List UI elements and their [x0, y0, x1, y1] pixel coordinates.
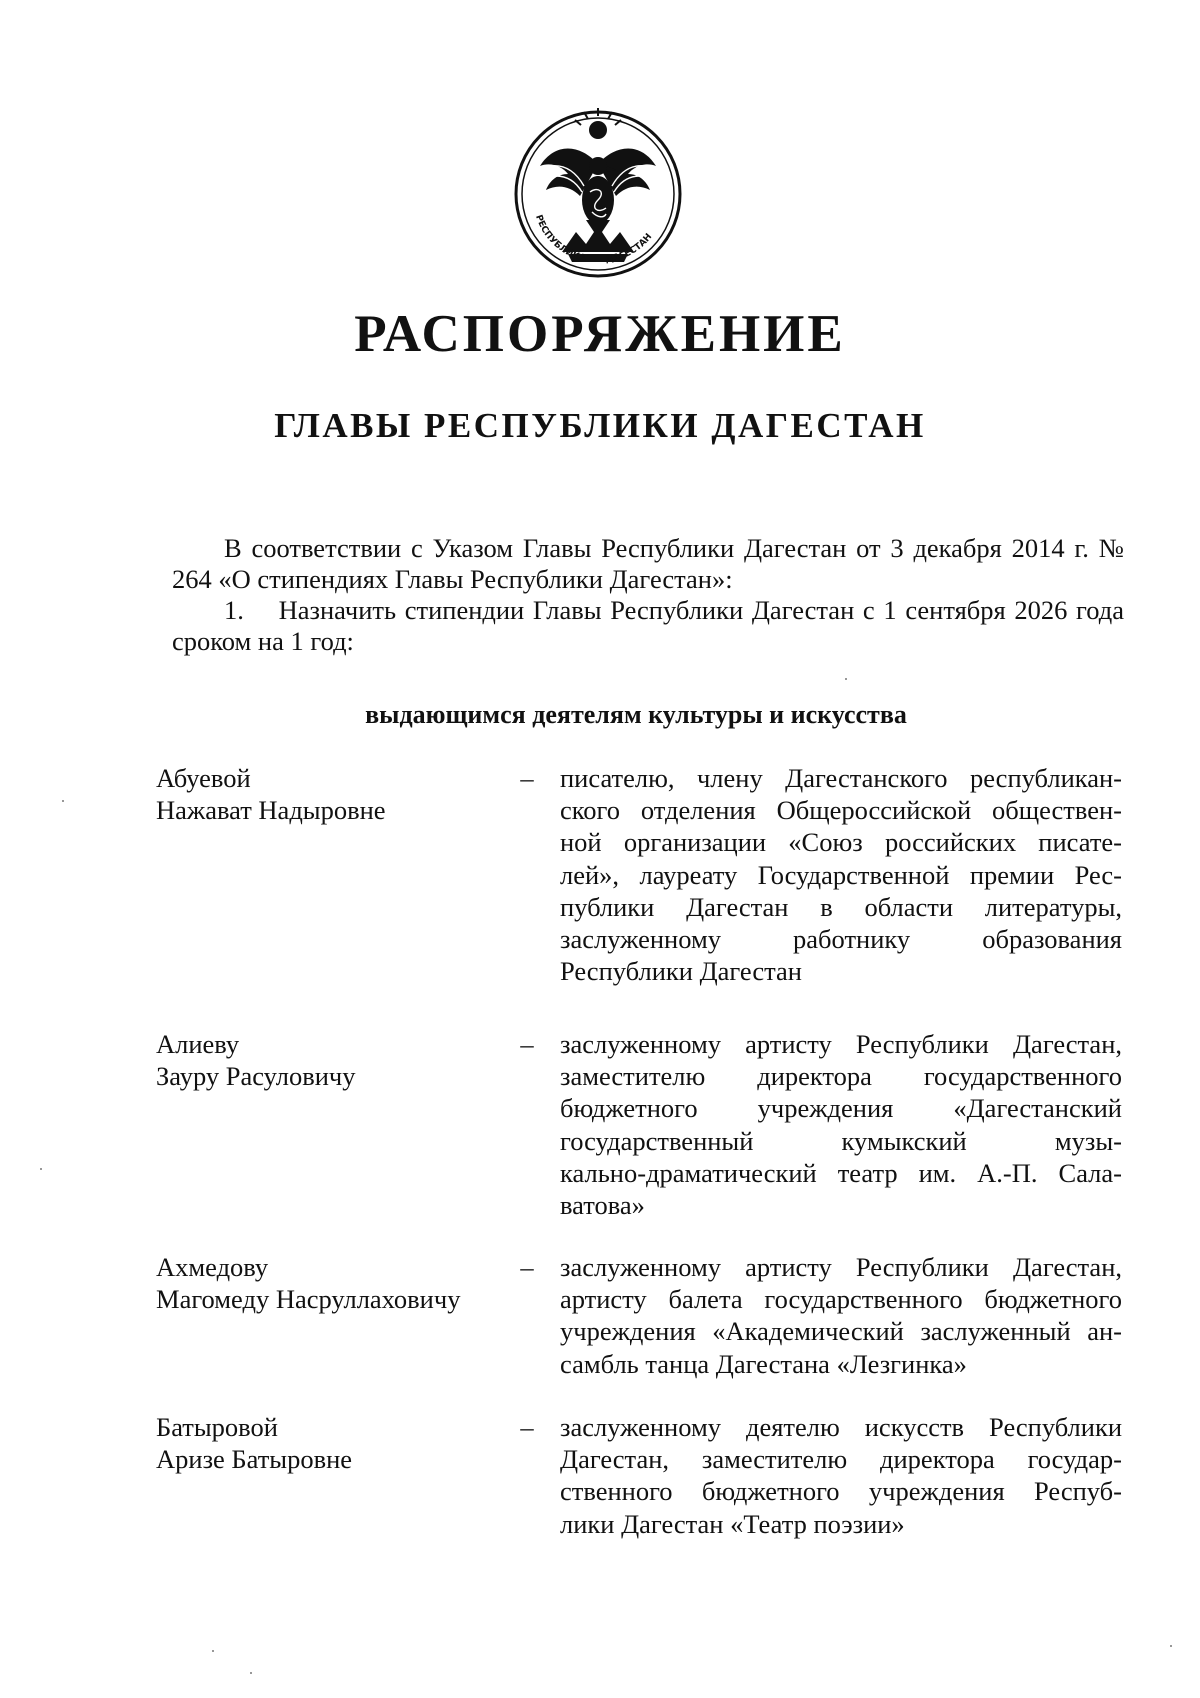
dash-separator: – — [520, 1029, 534, 1059]
scan-speck — [1170, 1645, 1172, 1647]
recipient-entry — [156, 1411, 1126, 1551]
description-line: лей», лауреату Государственной премии Рес- — [560, 859, 1122, 890]
recipient-given-names: Зауру Расуловичу — [156, 1061, 356, 1092]
recipient-entry — [156, 1028, 1126, 1228]
scan-speck — [250, 1672, 252, 1674]
recipient-entry — [156, 762, 1126, 992]
description-line: писателю, члену Дагестанского республикан- — [560, 763, 1122, 793]
recipient-entry — [156, 1251, 1126, 1391]
description-line: ватова» — [560, 1190, 645, 1221]
coat-of-arms-icon — [510, 104, 686, 280]
description-line: ского отделения Общероссийской обществен- — [560, 795, 1122, 826]
section-heading: выдающимся деятелям культуры и искусства — [365, 700, 907, 729]
description-line: ственного бюджетного учреждения Респуб- — [560, 1476, 1122, 1507]
document-subtitle: ГЛАВЫ РЕСПУБЛИКИ ДАГЕСТАН — [274, 406, 926, 445]
recipient-surname: Батыровой — [156, 1412, 278, 1442]
document-title: РАСПОРЯЖЕНИЕ — [354, 305, 846, 363]
recipient-surname: Алиеву — [156, 1029, 240, 1059]
dash-separator: – — [520, 763, 534, 793]
recipient-description — [560, 1028, 1122, 1221]
recipient-description — [560, 762, 1122, 987]
description-line: самбль танца Дагестана «Лезгинка» — [560, 1348, 967, 1379]
item-number: 1. — [224, 595, 244, 625]
scan-speck — [62, 800, 64, 802]
recipient-name — [156, 1028, 496, 1092]
preamble — [172, 533, 1124, 657]
recipient-given-names: Магомеду Насруллаховичу — [156, 1284, 461, 1315]
item-text: Назначить стипендии Главы Республики Дагестан с 1 сентября 2026 года сроком на 1 год: — [172, 595, 1124, 656]
scan-speck — [845, 678, 847, 680]
description-line: заслуженному деятелю искусств Республики — [560, 1412, 1122, 1442]
description-line: заслуженному работнику образования — [560, 924, 1122, 955]
description-line: артисту балета государственного бюджетного — [560, 1284, 1122, 1315]
recipient-description — [560, 1411, 1122, 1540]
recipient-surname: Абуевой — [156, 763, 251, 793]
recipient-name — [156, 762, 496, 826]
description-line: бюджетного учреждения «Дагестанский — [560, 1093, 1122, 1124]
dash-separator: – — [520, 1412, 534, 1442]
dash-separator: – — [520, 1252, 534, 1282]
recipient-name — [156, 1411, 496, 1475]
scan-speck — [40, 1168, 42, 1170]
description-line: Дагестан, заместителю директора государ- — [560, 1444, 1122, 1475]
description-line: публики Дагестан в области литературы, — [560, 891, 1122, 922]
description-line: лики Дагестан «Театр поэзии» — [560, 1508, 905, 1539]
description-line: заслуженному артисту Республики Дагестан, — [560, 1252, 1122, 1282]
emblem-text-left: РЕСПУБЛИКА — [533, 213, 588, 264]
description-line: заместителю директора государственного — [560, 1061, 1122, 1092]
description-line: кально-драматический театр им. А.-П. Сала- — [560, 1157, 1122, 1188]
preamble-paragraph: В соответствии с Указом Главы Республики Дагестан от 3 декабря 2014 г. № 264 «О стипендиях Главы Республики Дагестан»: — [172, 533, 1124, 594]
recipient-description — [560, 1251, 1122, 1380]
description-line: государственный кумыкский музы- — [560, 1125, 1122, 1156]
recipient-given-names: Нажават Надыровне — [156, 795, 386, 826]
scan-speck — [212, 1650, 214, 1652]
emblem-text-right: ДАГЕСТАН — [604, 231, 655, 266]
description-line: Республики Дагестан — [560, 956, 802, 987]
recipient-given-names: Аризе Батыровне — [156, 1444, 353, 1475]
recipient-surname: Ахмедову — [156, 1252, 269, 1282]
description-line: ной организации «Союз российских писате- — [560, 827, 1122, 858]
recipient-name — [156, 1251, 496, 1315]
description-line: заслуженному артисту Республики Дагестан, — [560, 1029, 1122, 1059]
description-line: учреждения «Академический заслуженный ан- — [560, 1316, 1122, 1347]
numbered-item — [172, 595, 1124, 657]
